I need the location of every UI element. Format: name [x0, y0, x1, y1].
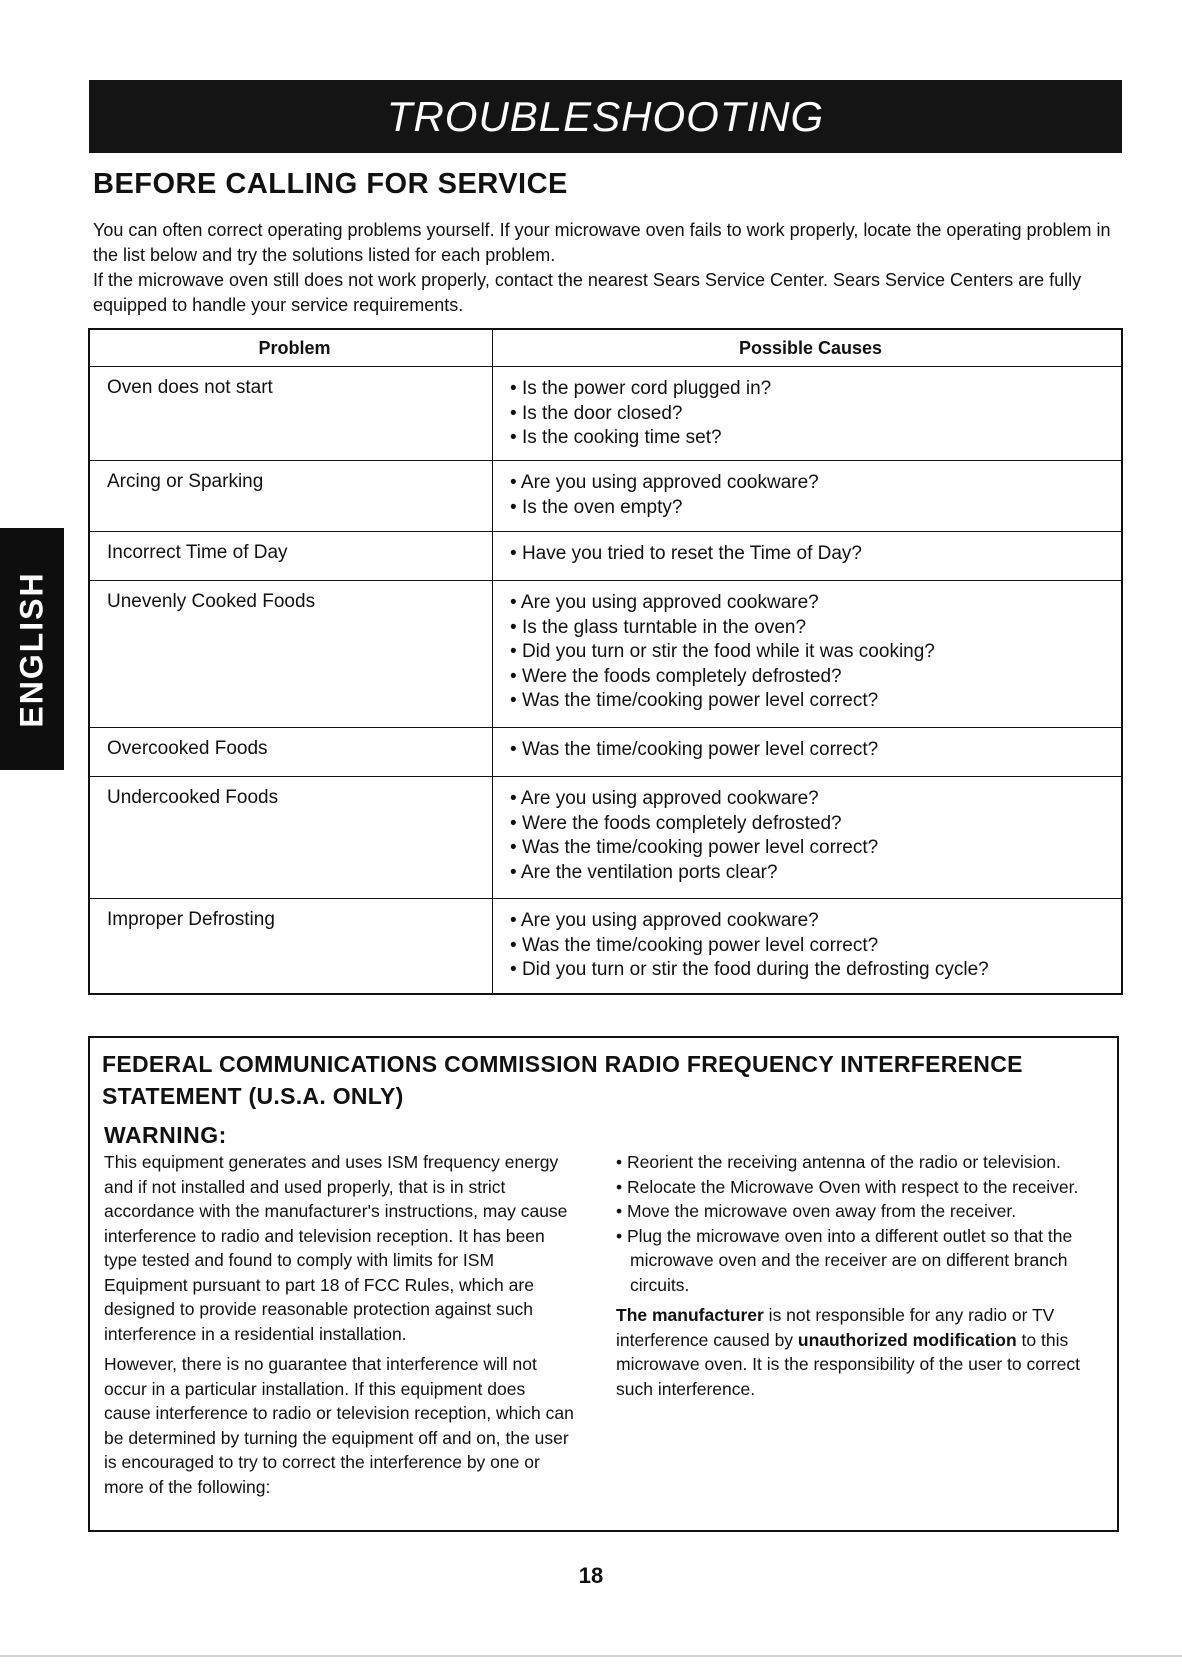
problem-cell: Incorrect Time of Day — [90, 532, 493, 580]
problem-cell: Oven does not start — [90, 367, 493, 460]
fcc-right-column — [616, 1150, 1096, 1401]
cause-item: • Was the time/cooking power level correct? — [510, 738, 1111, 763]
table-row — [90, 580, 1121, 727]
cause-item: • Were the foods completely defrosted? — [510, 812, 1111, 837]
fcc-paragraph-2: However, there is no guarantee that interference will not occur in a particular installation. If this equipment does cause interference to radio or television reception, which can be determined by turning the equipment off and on, the user is encouraged to try to correct the interference by one or more of the following: — [104, 1354, 574, 1497]
column-header-problem: Problem — [90, 330, 493, 366]
manufacturer-note — [616, 1303, 1096, 1401]
fcc-paragraph-1: This equipment generates and uses ISM frequency energy and if not installed and used properly, that is in strict accordance with the manufacturer's instructions, may cause interference to radio and television reception. It has been type tested and found to comply with limits for ISM Equipment pursuant to part 18 of FCC Rules, which are designed to provide reasonable protection against such interference in a residential installation. — [104, 1152, 568, 1344]
problem-cell: Unevenly Cooked Foods — [90, 581, 493, 727]
fcc-title: FEDERAL COMMUNICATIONS COMMISSION RADIO FREQUENCY INTERFERENCE STATEMENT (U.S.A. ONLY) — [102, 1051, 1023, 1109]
warning-heading: WARNING: — [104, 1122, 227, 1148]
cause-item: • Were the foods completely defrosted? — [510, 665, 1111, 690]
section-title: BEFORE CALLING FOR SERVICE — [93, 168, 568, 200]
note-bold-modification: unauthorized modification — [797, 1329, 1017, 1350]
problem-cell: Arcing or Sparking — [90, 461, 493, 531]
cause-item: • Was the time/cooking power level correct? — [510, 836, 1111, 861]
fcc-statement-box — [88, 1036, 1119, 1532]
remedy-item: • Relocate the Microwave Oven with respect to the receiver. — [616, 1175, 1096, 1200]
table-row — [90, 776, 1121, 898]
cause-item: • Have you tried to reset the Time of Day? — [510, 542, 1111, 567]
causes-cell — [493, 777, 1121, 898]
problem-cell: Overcooked Foods — [90, 728, 493, 776]
table-row — [90, 366, 1121, 460]
cause-item: • Did you turn or stir the food during the defrosting cycle? — [510, 958, 1111, 983]
note-text-1: is not responsible for any radio or TV interference caused by — [616, 1305, 1055, 1350]
cause-item: • Are you using approved cookware? — [510, 591, 1111, 616]
causes-cell — [493, 367, 1121, 460]
cause-item: • Are the ventilation ports clear? — [510, 861, 1111, 886]
troubleshooting-table — [88, 328, 1123, 995]
language-label: ENGLISH — [13, 570, 50, 728]
table-header-row — [90, 330, 1121, 366]
page-banner — [89, 80, 1122, 153]
problem-cell: Improper Defrosting — [90, 899, 493, 993]
note-text-2: to this microwave oven. It is the responsibility of the user to correct such interference. — [616, 1329, 1080, 1399]
banner-title: TROUBLESHOOTING — [386, 92, 825, 140]
remedy-item: • Move the microwave oven away from the receiver. — [616, 1199, 1096, 1224]
column-header-causes: Possible Causes — [738, 337, 883, 358]
cause-item: • Is the glass turntable in the oven? — [510, 616, 1111, 641]
table-row — [90, 898, 1121, 993]
causes-cell — [493, 728, 1121, 776]
cause-item: • Is the oven empty? — [510, 496, 1111, 521]
language-side-tab — [0, 528, 64, 770]
cause-item: • Was the time/cooking power level correct? — [510, 689, 1111, 714]
cause-item: • Is the cooking time set? — [510, 426, 1111, 451]
cause-item: • Are you using approved cookware? — [510, 909, 1111, 934]
note-bold-manufacturer: The manufacturer — [616, 1305, 764, 1325]
table-row — [90, 531, 1121, 580]
intro-paragraph-1: You can often correct operating problems yourself. If your microwave oven fails to work properly, locate the operating problem in the list below and try the solutions listed for each problem. — [93, 220, 1111, 265]
causes-cell — [493, 899, 1121, 993]
cause-item: • Was the time/cooking power level correct? — [510, 934, 1111, 959]
intro-paragraph-2: If the microwave oven still does not work properly, contact the nearest Sears Service Center. Sears Service Centers are fully equipped to handle your service requirements. — [93, 270, 1082, 315]
page-number: 18 — [578, 1563, 604, 1588]
causes-cell — [493, 461, 1121, 531]
remedy-item: • Reorient the receiving antenna of the radio or television. — [616, 1150, 1096, 1175]
cause-item: • Are you using approved cookware? — [510, 787, 1111, 812]
cause-item: • Is the power cord plugged in? — [510, 377, 1111, 402]
table-row — [90, 727, 1121, 776]
cause-item: • Is the door closed? — [510, 402, 1111, 427]
remedy-item: • Plug the microwave oven into a different outlet so that the microwave oven and the receiver are on different branch circuits. — [616, 1224, 1096, 1298]
causes-cell — [493, 532, 1121, 580]
causes-cell — [493, 581, 1121, 727]
cause-item: • Are you using approved cookware? — [510, 471, 1111, 496]
fcc-left-column — [104, 1150, 574, 1505]
cause-item: • Did you turn or stir the food while it was cooking? — [510, 640, 1111, 665]
page-bottom-rule — [0, 1655, 1182, 1657]
table-row — [90, 460, 1121, 531]
problem-cell: Undercooked Foods — [90, 777, 493, 898]
intro-text — [93, 218, 1123, 318]
